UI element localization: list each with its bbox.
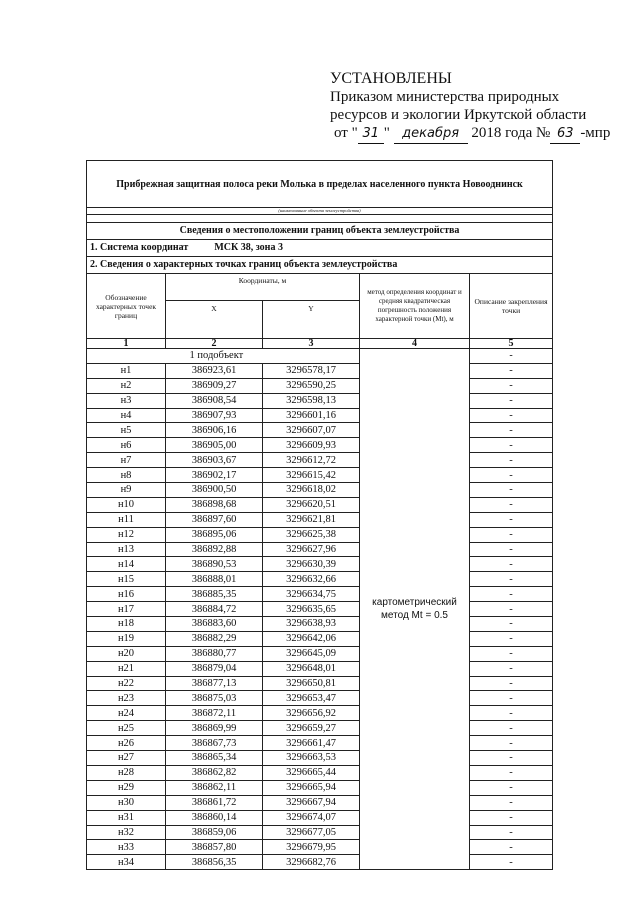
coord-y: 3296656,92 <box>263 706 360 721</box>
description-dash: - <box>470 542 553 557</box>
table-row <box>87 438 553 453</box>
coord-y: 3296578,17 <box>263 363 360 378</box>
handwritten-order-number: 63 <box>550 125 580 144</box>
subobject-label: 1 подобъект <box>166 349 360 364</box>
table-row <box>87 557 553 572</box>
point-id: н15 <box>87 572 166 587</box>
table-row <box>87 736 553 751</box>
boundary-document <box>86 160 552 870</box>
point-id: н23 <box>87 691 166 706</box>
description-dash: - <box>470 438 553 453</box>
approval-line-2: Приказом министерства природных <box>330 89 560 105</box>
coord-y: 3296665,44 <box>263 765 360 780</box>
coord-x: 386923,61 <box>166 363 263 378</box>
document-title: Прибрежная защитная полоса реки Молька в пределах населенного пункта Новооднинск <box>87 161 553 208</box>
coord-x: 386902,17 <box>166 468 263 483</box>
point-id: н31 <box>87 810 166 825</box>
point-id: н25 <box>87 721 166 736</box>
coord-y: 3296638,93 <box>263 617 360 632</box>
description-dash: - <box>470 378 553 393</box>
coord-y: 3296612,72 <box>263 453 360 468</box>
point-id: н14 <box>87 557 166 572</box>
table-row <box>87 602 553 617</box>
table-row <box>87 378 553 393</box>
description-dash: - <box>470 512 553 527</box>
coord-y: 3296665,94 <box>263 780 360 795</box>
description-dash: - <box>470 617 553 632</box>
handwritten-day: 31 <box>358 125 384 144</box>
coord-x: 386867,73 <box>166 736 263 751</box>
column-numbers-row <box>87 339 553 349</box>
coord-y: 3296667,94 <box>263 795 360 810</box>
table-row <box>87 423 553 438</box>
col-designation-header: Обозначение характерных точек границ <box>87 274 166 339</box>
coord-y: 3296648,01 <box>263 661 360 676</box>
description-dash: - <box>470 840 553 855</box>
coord-y: 3296607,07 <box>263 423 360 438</box>
table-row <box>87 617 553 632</box>
col-x-header: X <box>166 301 263 339</box>
point-id: н1 <box>87 363 166 378</box>
coord-y: 3296590,25 <box>263 378 360 393</box>
point-id: н32 <box>87 825 166 840</box>
table-row <box>87 810 553 825</box>
approval-date-line <box>330 124 630 144</box>
point-id: н5 <box>87 423 166 438</box>
description-dash: - <box>470 691 553 706</box>
approval-stamp <box>330 70 630 144</box>
table-row <box>87 393 553 408</box>
section-title: Сведения о местоположении границ объекта землеустройства <box>87 223 553 240</box>
table-row <box>87 542 553 557</box>
coord-y: 3296663,53 <box>263 751 360 766</box>
col-number: 4 <box>360 339 470 349</box>
coord-x: 386897,60 <box>166 512 263 527</box>
description-dash: - <box>470 557 553 572</box>
description-dash: - <box>470 721 553 736</box>
coord-x: 386877,13 <box>166 676 263 691</box>
table-row <box>87 780 553 795</box>
coordinate-system-row <box>87 240 553 257</box>
description-dash: - <box>470 706 553 721</box>
coord-y: 3296645,09 <box>263 646 360 661</box>
description-dash: - <box>470 572 553 587</box>
coord-y: 3296632,66 <box>263 572 360 587</box>
description-dash: - <box>470 676 553 691</box>
coord-y: 3296682,76 <box>263 855 360 870</box>
coord-y: 3296650,81 <box>263 676 360 691</box>
table-row <box>87 363 553 378</box>
point-id: н24 <box>87 706 166 721</box>
table-row <box>87 468 553 483</box>
coord-system-value: МСК 38, зона 3 <box>214 242 283 253</box>
coord-x: 386860,14 <box>166 810 263 825</box>
point-id: н17 <box>87 602 166 617</box>
description-dash: - <box>470 602 553 617</box>
approval-title: УСТАНОВЛЕНЫ <box>330 70 452 87</box>
description-dash: - <box>470 393 553 408</box>
coord-y: 3296635,65 <box>263 602 360 617</box>
coord-y: 3296674,07 <box>263 810 360 825</box>
spacer <box>87 215 553 223</box>
points-section-title: 2. Сведения о характерных точках границ объекта землеустройства <box>87 257 553 274</box>
point-id: н33 <box>87 840 166 855</box>
coord-x: 386908,54 <box>166 393 263 408</box>
description-dash: - <box>470 453 553 468</box>
coord-x: 386898,68 <box>166 497 263 512</box>
point-id: н30 <box>87 795 166 810</box>
point-id: н29 <box>87 780 166 795</box>
point-id: н19 <box>87 631 166 646</box>
coord-x: 386875,03 <box>166 691 263 706</box>
description-dash: - <box>470 661 553 676</box>
table-row <box>87 497 553 512</box>
coord-y: 3296598,13 <box>263 393 360 408</box>
point-id: н22 <box>87 676 166 691</box>
description-dash: - <box>470 527 553 542</box>
object-caption: (наименование объекта землеустройства) <box>87 208 553 215</box>
description-dash: - <box>470 631 553 646</box>
table-row <box>87 721 553 736</box>
col-number: 1 <box>87 339 166 349</box>
description-dash: - <box>470 751 553 766</box>
description-dash: - <box>470 765 553 780</box>
table-row <box>87 512 553 527</box>
description-dash: - <box>470 423 553 438</box>
description-dash: - <box>470 408 553 423</box>
coord-x: 386895,06 <box>166 527 263 542</box>
coord-y: 3296659,27 <box>263 721 360 736</box>
coord-y: 3296634,75 <box>263 587 360 602</box>
point-id: н26 <box>87 736 166 751</box>
point-id: н27 <box>87 751 166 766</box>
point-id: н4 <box>87 408 166 423</box>
coord-y: 3296653,47 <box>263 691 360 706</box>
coord-x: 386879,04 <box>166 661 263 676</box>
coord-x: 386900,50 <box>166 483 263 498</box>
description-dash: - <box>470 646 553 661</box>
coord-x: 386859,06 <box>166 825 263 840</box>
table-row <box>87 751 553 766</box>
coord-x: 386883,60 <box>166 617 263 632</box>
description-dash: - <box>470 736 553 751</box>
coord-x: 386906,16 <box>166 423 263 438</box>
col-description-header: Описание закрепления точки <box>470 274 553 339</box>
coord-x: 386890,53 <box>166 557 263 572</box>
point-id: н18 <box>87 617 166 632</box>
coord-y: 3296627,96 <box>263 542 360 557</box>
coord-y: 3296609,93 <box>263 438 360 453</box>
point-id: н16 <box>87 587 166 602</box>
coord-system-label: 1. Система координат <box>90 242 189 253</box>
point-id: н34 <box>87 855 166 870</box>
description-dash: - <box>470 825 553 840</box>
coord-y: 3296625,38 <box>263 527 360 542</box>
col-coordinates-header: Координаты, м <box>166 274 360 301</box>
order-suffix: -мпр <box>580 125 611 141</box>
coord-y: 3296677,05 <box>263 825 360 840</box>
subobject-empty <box>87 349 166 364</box>
point-id: н21 <box>87 661 166 676</box>
date-mid: " <box>383 125 390 141</box>
description-dash: - <box>470 780 553 795</box>
description-dash: - <box>470 587 553 602</box>
description-dash: - <box>470 810 553 825</box>
table-row <box>87 795 553 810</box>
boundary-table <box>86 160 553 870</box>
coord-y: 3296630,39 <box>263 557 360 572</box>
table-row <box>87 691 553 706</box>
description-dash: - <box>470 363 553 378</box>
col-number: 2 <box>166 339 263 349</box>
coord-y: 3296615,42 <box>263 468 360 483</box>
col-number: 3 <box>263 339 360 349</box>
coord-y: 3296621,81 <box>263 512 360 527</box>
coord-x: 386884,72 <box>166 602 263 617</box>
point-id: н13 <box>87 542 166 557</box>
coord-x: 386869,99 <box>166 721 263 736</box>
table-row <box>87 840 553 855</box>
coord-x: 386907,93 <box>166 408 263 423</box>
table-row <box>87 855 553 870</box>
table-row <box>87 527 553 542</box>
coord-x: 386882,29 <box>166 631 263 646</box>
point-id: н12 <box>87 527 166 542</box>
point-id: н7 <box>87 453 166 468</box>
coord-x: 386903,67 <box>166 453 263 468</box>
table-row <box>87 453 553 468</box>
approval-line-3: ресурсов и экологии Иркутской области <box>330 107 587 123</box>
description-dash: - <box>470 349 553 364</box>
col-y-header: Y <box>263 301 360 339</box>
point-id: н20 <box>87 646 166 661</box>
coord-x: 386888,01 <box>166 572 263 587</box>
coord-x: 386862,11 <box>166 780 263 795</box>
description-dash: - <box>470 468 553 483</box>
table-row <box>87 631 553 646</box>
table-row <box>87 765 553 780</box>
point-id: н2 <box>87 378 166 393</box>
col-method-header: метод определения координат и средняя квадратическая погрешность положения характерной точки (Mt), м <box>360 274 470 339</box>
table-row <box>87 587 553 602</box>
point-id: н28 <box>87 765 166 780</box>
coord-x: 386865,34 <box>166 751 263 766</box>
description-dash: - <box>470 855 553 870</box>
year-text: 2018 года № <box>471 125 551 141</box>
table-row <box>87 706 553 721</box>
description-dash: - <box>470 483 553 498</box>
coord-x: 386892,88 <box>166 542 263 557</box>
coord-x: 386885,35 <box>166 587 263 602</box>
table-row <box>87 676 553 691</box>
coord-y: 3296620,51 <box>263 497 360 512</box>
coord-y: 3296642,06 <box>263 631 360 646</box>
col-number: 5 <box>470 339 553 349</box>
point-id: н6 <box>87 438 166 453</box>
coord-y: 3296601,16 <box>263 408 360 423</box>
table-row <box>87 572 553 587</box>
point-id: н9 <box>87 483 166 498</box>
table-row <box>87 483 553 498</box>
subobject-row <box>87 349 553 364</box>
table-row <box>87 646 553 661</box>
coord-y: 3296618,02 <box>263 483 360 498</box>
point-id: н11 <box>87 512 166 527</box>
point-id: н8 <box>87 468 166 483</box>
table-row <box>87 408 553 423</box>
coord-x: 386909,27 <box>166 378 263 393</box>
coord-y: 3296661,47 <box>263 736 360 751</box>
coord-x: 386872,11 <box>166 706 263 721</box>
point-id: н3 <box>87 393 166 408</box>
date-prefix: от " <box>334 125 358 141</box>
table-row <box>87 661 553 676</box>
coord-x: 386861,72 <box>166 795 263 810</box>
coord-x: 386862,82 <box>166 765 263 780</box>
coord-x: 386880,77 <box>166 646 263 661</box>
coord-y: 3296679,95 <box>263 840 360 855</box>
point-id: н10 <box>87 497 166 512</box>
description-dash: - <box>470 795 553 810</box>
handwritten-month: декабря <box>394 125 468 144</box>
coord-x: 386856,35 <box>166 855 263 870</box>
table-row <box>87 825 553 840</box>
description-dash: - <box>470 497 553 512</box>
method-cell: картометрический метод Mt = 0.5 <box>360 349 470 870</box>
coord-x: 386857,80 <box>166 840 263 855</box>
coord-x: 386905,00 <box>166 438 263 453</box>
